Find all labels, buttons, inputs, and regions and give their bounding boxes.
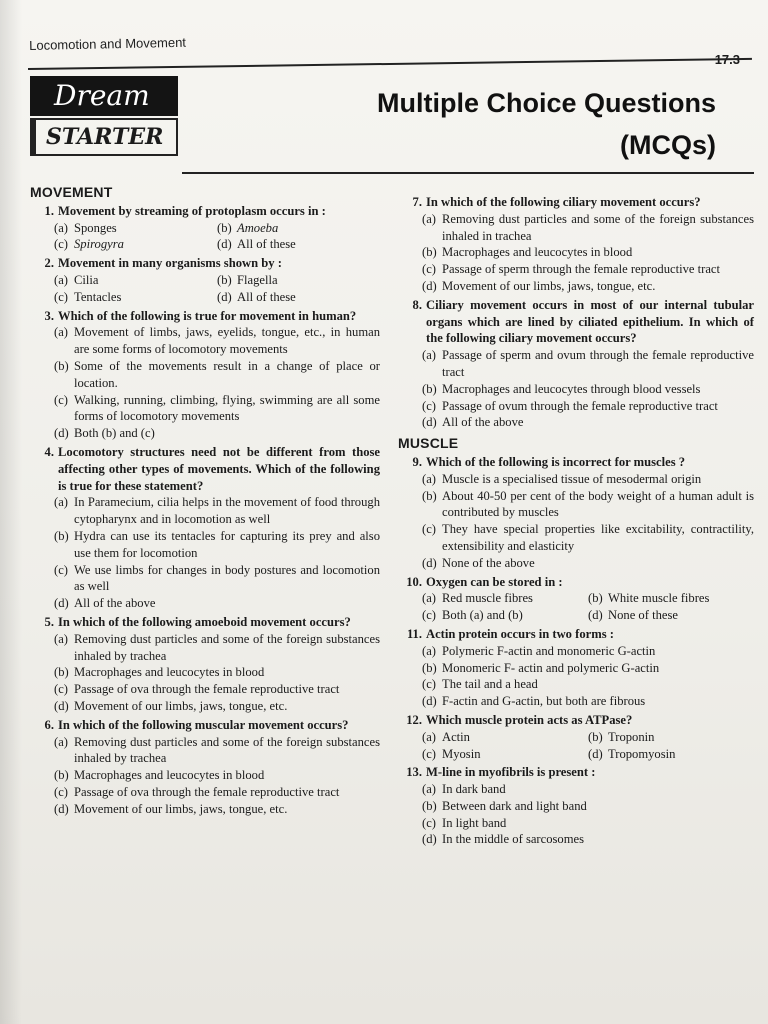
option	[422, 488, 754, 522]
option-text: Macrophages and leucocytes in blood	[442, 245, 633, 260]
option	[54, 595, 380, 612]
question-number: 3.	[44, 308, 54, 323]
question-number: 9.	[412, 454, 422, 469]
option-text: Macrophages and leucocytes in blood	[74, 665, 265, 680]
question-number: 4.	[44, 444, 54, 459]
option-text: Movement of our limbs, jaws, tongue, etc.	[74, 801, 288, 816]
option-letter: (a)	[422, 471, 436, 486]
option	[54, 631, 380, 665]
question-number: 8.	[412, 297, 422, 312]
option-text: Between dark and light band	[442, 798, 587, 813]
option	[217, 272, 380, 289]
option	[588, 729, 754, 746]
option	[54, 236, 217, 253]
option-letter: (b)	[54, 768, 69, 783]
option-letter: (a)	[54, 272, 68, 287]
option-text: Red muscle fibres	[442, 591, 533, 606]
question-4	[30, 444, 380, 612]
option-letter: (b)	[54, 358, 69, 373]
option-text: In dark band	[442, 782, 506, 797]
option-text: All of these	[237, 289, 296, 304]
option-text: Myosin	[442, 746, 481, 761]
option	[422, 398, 754, 415]
option-letter: (c)	[54, 562, 68, 577]
option-letter: (b)	[422, 660, 437, 675]
option	[422, 815, 754, 832]
option-text: They have special properties like excitability, contractility, extensibility and elasticity	[442, 522, 754, 553]
option-text: All of the above	[74, 596, 156, 611]
option-text: Passage of ovum through the female reproductive tract	[442, 398, 718, 413]
option	[422, 471, 754, 488]
option-letter: (a)	[422, 729, 436, 744]
option	[422, 244, 754, 261]
option	[422, 521, 754, 555]
question-text: Ciliary movement occurs in most of our internal tubular organs which are lined by ciliated epithelium. In which of the following ciliary movement occurs?	[426, 297, 754, 346]
question-1	[30, 203, 380, 253]
question-text: M-line in myofibrils is present :	[426, 765, 596, 780]
option-letter: (d)	[422, 694, 437, 709]
question-text: Which of the following is incorrect for muscles ?	[426, 454, 686, 469]
option-text: Removing dust particles and some of the foreign substances inhaled by trachea	[74, 734, 380, 766]
option-letter: (a)	[54, 495, 68, 510]
option	[422, 729, 588, 746]
option-text: Walking, running, climbing, flying, swimming are all some forms of locomotory movements	[74, 392, 380, 424]
option-letter: (b)	[54, 665, 69, 680]
option-text: All of the above	[442, 415, 524, 430]
option	[54, 734, 380, 768]
badge-starter-label: STARTER	[30, 118, 178, 156]
option	[54, 289, 217, 306]
option-text: Actin	[442, 729, 470, 744]
question-text: In which of the following amoeboid movement occurs?	[58, 614, 351, 629]
option-text: Macrophages and leucocytes in blood	[74, 768, 265, 783]
option-text: Passage of sperm and ovum through the female reproductive tract	[442, 348, 754, 379]
option	[422, 676, 754, 693]
option-text: Troponin	[608, 729, 655, 744]
option-text: Removing dust particles and some of the foreign substances inhaled in trachea	[442, 211, 754, 243]
option-letter: (d)	[217, 237, 232, 252]
option	[54, 324, 380, 358]
option-text: In Paramecium, cilia helps in the movement of food through cytopharynx and in locomotion as well	[74, 495, 380, 527]
option-text: In light band	[442, 815, 507, 830]
question-text: In which of the following ciliary movement occurs?	[426, 195, 701, 209]
question-10	[398, 574, 754, 624]
option-text: We use limbs for changes in body postures and locomotion as well	[74, 562, 380, 594]
option-letter: (c)	[422, 608, 436, 623]
page-gutter-shadow	[0, 0, 22, 1024]
option-letter: (a)	[422, 782, 436, 797]
option	[54, 801, 380, 818]
option	[422, 693, 754, 710]
option-text: Amoeba	[237, 220, 279, 235]
option-text: Some of the movements result in a change of place or location.	[74, 358, 380, 390]
option-text: Tentacles	[74, 289, 122, 304]
option-text: White muscle fibres	[608, 591, 710, 606]
option-letter: (c)	[54, 237, 68, 252]
option-text: Cilia	[74, 272, 99, 287]
option	[588, 590, 754, 607]
option-text: Movement of our limbs, jaws, tongue, etc.	[74, 698, 288, 713]
option-letter: (d)	[54, 801, 69, 816]
option-letter: (c)	[54, 784, 68, 799]
page-subtitle: (MCQs)	[620, 130, 716, 160]
option	[422, 278, 754, 295]
option-text: Passage of ova through the female reproductive tract	[74, 682, 340, 697]
option-letter: (d)	[588, 608, 603, 623]
option-letter: (a)	[422, 211, 436, 226]
option-letter: (c)	[422, 677, 436, 692]
option-letter: (d)	[422, 415, 437, 430]
right-column	[398, 194, 754, 850]
question-number: 5.	[44, 614, 54, 629]
option-text: Muscle is a specialised tissue of mesodermal origin	[442, 471, 702, 486]
question-6	[30, 717, 380, 818]
option	[422, 660, 754, 677]
option-letter: (b)	[588, 729, 603, 744]
option-letter: (d)	[422, 555, 437, 570]
question-text: Movement in many organisms shown by :	[58, 256, 282, 271]
page-title: Multiple Choice Questions	[376, 88, 716, 118]
question-text: Oxygen can be stored in :	[426, 574, 563, 589]
question-2	[30, 255, 380, 305]
question-7	[398, 194, 754, 295]
option-letter: (d)	[422, 278, 437, 293]
option	[54, 494, 380, 528]
option-letter: (d)	[54, 698, 69, 713]
option-letter: (c)	[422, 746, 436, 761]
option-text: In the middle of sarcosomes	[442, 832, 584, 847]
option-text: The tail and a head	[442, 677, 538, 692]
option-letter: (c)	[422, 522, 436, 537]
question-9	[398, 454, 754, 572]
option-letter: (c)	[54, 392, 68, 407]
option-letter: (b)	[422, 488, 437, 503]
option-letter: (d)	[217, 289, 232, 304]
option	[54, 562, 380, 596]
option-text: All of these	[237, 237, 296, 252]
option	[588, 607, 754, 624]
running-head: Locomotion and Movement	[29, 34, 187, 53]
option-letter: (b)	[217, 272, 232, 287]
option	[422, 831, 754, 848]
option	[217, 236, 380, 253]
dream-starter-badge	[30, 76, 178, 156]
option-letter: (c)	[54, 289, 68, 304]
option	[422, 555, 754, 572]
option-text: About 40-50 per cent of the body weight of a human adult is contributed by muscles	[442, 488, 754, 520]
option	[54, 392, 380, 426]
option-letter: (b)	[422, 798, 437, 813]
option-text: Hydra can use its tentacles for capturing its prey and also use them for locomotion	[74, 528, 380, 560]
left-column	[30, 184, 380, 819]
question-11	[398, 626, 754, 710]
option-letter: (a)	[54, 631, 68, 646]
option-letter: (d)	[54, 596, 69, 611]
option-text: Both (b) and (c)	[74, 426, 155, 441]
option	[422, 261, 754, 278]
question-number: 12.	[406, 712, 422, 727]
question-text: In which of the following muscular movement occurs?	[58, 717, 349, 732]
section-heading-muscle: MUSCLE	[398, 435, 459, 452]
option-letter: (d)	[54, 426, 69, 441]
option-letter: (b)	[217, 220, 232, 235]
option-letter: (c)	[422, 262, 436, 277]
option-text: Polymeric F-actin and monomeric G-actin	[442, 643, 656, 658]
option-letter: (a)	[54, 734, 68, 749]
option-text: None of the above	[442, 555, 535, 570]
question-text: Actin protein occurs in two forms :	[426, 626, 614, 641]
option	[54, 220, 217, 237]
option-text: Movement of our limbs, jaws, tongue, etc.	[442, 278, 656, 293]
option-letter: (c)	[422, 398, 436, 413]
option	[54, 664, 380, 681]
option	[422, 746, 588, 763]
option-text: Sponges	[74, 220, 117, 235]
question-number: 7.	[412, 195, 422, 209]
option	[54, 784, 380, 801]
option-letter: (b)	[422, 381, 437, 396]
option	[422, 607, 588, 624]
option	[54, 681, 380, 698]
option	[54, 698, 380, 715]
option	[217, 289, 380, 306]
option-text: Removing dust particles and some of the foreign substances inhaled by trachea	[74, 631, 380, 663]
header-rule	[28, 58, 752, 70]
option	[422, 381, 754, 398]
question-text: Locomotory structures need not be different from those affecting other types of movements. Which of the following is true for these statement?	[58, 444, 380, 493]
option-letter: (b)	[54, 528, 69, 543]
option	[54, 425, 380, 442]
question-text: Which of the following is true for movement in human?	[58, 308, 357, 323]
option-letter: (c)	[54, 682, 68, 697]
option	[422, 643, 754, 660]
option	[54, 767, 380, 784]
question-number: 11.	[406, 626, 422, 641]
option-text: Both (a) and (b)	[442, 608, 523, 623]
option	[422, 590, 588, 607]
option-text: F-actin and G-actin, but both are fibrous	[442, 694, 646, 709]
option	[422, 414, 754, 431]
question-text: Which muscle protein acts as ATPase?	[426, 712, 633, 727]
option-letter: (d)	[588, 746, 603, 761]
question-number: 6.	[44, 717, 54, 732]
option-letter: (a)	[422, 348, 436, 363]
question-number: 10.	[406, 574, 422, 589]
option-letter: (d)	[422, 832, 437, 847]
option-letter: (b)	[422, 245, 437, 260]
option-letter: (b)	[588, 591, 603, 606]
option-letter: (a)	[54, 325, 68, 340]
section-heading-movement: MOVEMENT	[30, 184, 113, 200]
option-letter: (a)	[422, 643, 436, 658]
question-number: 2.	[44, 256, 54, 271]
question-number: 13.	[406, 765, 422, 780]
option-text: None of these	[608, 608, 678, 623]
option-text: Movement of limbs, jaws, eyelids, tongue, etc., in human are some forms of locomotory movements	[74, 325, 380, 357]
title-rule	[182, 172, 754, 174]
question-8	[398, 297, 754, 431]
option-letter: (c)	[422, 815, 436, 830]
option-text: Macrophages and leucocytes through blood vessels	[442, 381, 701, 396]
option-text: Passage of ova through the female reproductive tract	[74, 784, 340, 799]
option	[54, 358, 380, 392]
option	[422, 211, 754, 245]
option	[54, 272, 217, 289]
option	[588, 746, 754, 763]
option-text: Spirogyra	[74, 237, 124, 252]
option	[422, 781, 754, 798]
question-text: Movement by streaming of protoplasm occurs in :	[58, 203, 326, 218]
question-number: 1.	[44, 203, 54, 218]
option-letter: (a)	[422, 591, 436, 606]
option	[422, 798, 754, 815]
question-5	[30, 614, 380, 715]
option	[422, 347, 754, 381]
option-text: Passage of sperm through the female reproductive tract	[442, 262, 721, 277]
option-text: Monomeric F- actin and polymeric G-actin	[442, 660, 660, 675]
option	[54, 528, 380, 562]
option	[217, 220, 380, 237]
question-12	[398, 712, 754, 762]
question-13	[398, 764, 754, 848]
option-letter: (a)	[54, 220, 68, 235]
title-block	[182, 72, 754, 176]
question-3	[30, 308, 380, 442]
badge-dream-label: Dream	[30, 76, 178, 116]
option-text: Tropomyosin	[608, 746, 676, 761]
option-text: Flagella	[237, 272, 278, 287]
